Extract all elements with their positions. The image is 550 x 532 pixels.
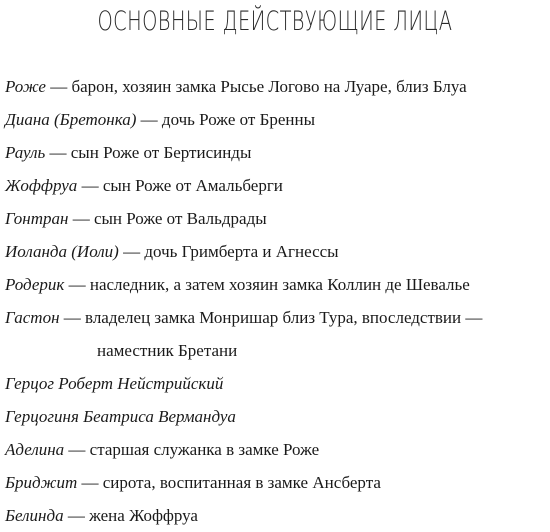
character-entry — [5, 268, 550, 301]
character-description: — жена Жоффруа — [63, 506, 198, 525]
character-description: — наследник, а затем хозяин замка Коллин де Шевалье — [64, 275, 470, 294]
character-name: Гонтран — [5, 209, 69, 228]
character-entry — [5, 400, 550, 433]
character-name: Гастон — [5, 308, 60, 327]
character-entry — [5, 70, 550, 103]
character-description: — сын Роже от Бертисинды — [45, 143, 252, 162]
character-name: Рауль — [5, 143, 46, 162]
character-name: Герцог Роберт Нейстрийский — [5, 374, 224, 393]
character-entry — [5, 169, 550, 202]
character-name: Герцогиня Беатриса Вермандуа — [5, 407, 236, 426]
character-entry — [5, 136, 550, 169]
character-name: Роже — [5, 77, 46, 96]
character-description: — сирота, воспитанная в замке Ансберта — [77, 473, 381, 492]
character-name: Белинда — [5, 506, 64, 525]
character-entry — [5, 367, 550, 400]
character-entry — [5, 103, 550, 136]
character-entry — [5, 433, 550, 466]
character-entry — [5, 499, 550, 532]
character-name: Диана (Бретонка) — [5, 110, 137, 129]
character-name: Жоффруа — [5, 176, 78, 195]
character-name: Иоланда (Иоли) — [5, 242, 119, 261]
character-description: — сын Роже от Вальдрады — [68, 209, 267, 228]
page-heading: ОСНОВНЫЕ ДЕЙСТВУЮЩИЕ ЛИЦА — [97, 6, 453, 37]
character-description: — старшая служанка в замке Роже — [64, 440, 320, 459]
character-description-continuation: наместник Бретани — [97, 341, 238, 360]
character-entry — [5, 466, 550, 499]
character-description: — дочь Гримберта и Агнессы — [118, 242, 339, 261]
character-description: — дочь Роже от Бренны — [136, 110, 315, 129]
character-description: — владелец замка Монришар близ Тура, впоследствии — — [59, 308, 483, 327]
character-description: — барон, хозяин замка Рысье Логово на Луаре, близ Блуа — [45, 77, 467, 96]
character-description: — сын Роже от Амальберги — [77, 176, 283, 195]
character-entry — [5, 202, 550, 235]
character-name: Бриджит — [5, 473, 78, 492]
character-entry — [5, 301, 550, 334]
character-name: Родерик — [5, 275, 65, 294]
character-name: Аделина — [5, 440, 65, 459]
character-entry — [5, 235, 550, 268]
character-list — [5, 70, 550, 532]
